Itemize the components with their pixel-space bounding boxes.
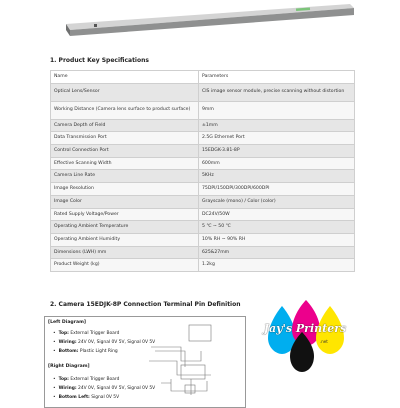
spec-value-cell: Grayscale (mono) / Color (color) xyxy=(199,195,355,208)
table-header-row xyxy=(51,71,355,84)
spec-name-cell: Data Transmission Port xyxy=(51,132,199,145)
table-row xyxy=(51,195,355,208)
table-row xyxy=(51,170,355,183)
list-item: • Top: External Trigger Board xyxy=(53,375,155,384)
spec-name-cell: Image Color xyxy=(51,195,199,208)
table-row xyxy=(51,221,355,234)
spec-name-cell: Effective Scanning Width xyxy=(51,157,199,170)
spec-name-cell: Product Weight (kg) xyxy=(51,259,199,272)
list-item: • Bottom: Plastic Light Ring xyxy=(53,347,155,356)
jays-printers-logo xyxy=(254,300,354,386)
spec-name-cell: Dimensions (LWH) mm xyxy=(51,246,199,259)
spec-name-cell: Control Connection Port xyxy=(51,145,199,158)
right-diagram-label: [Right Diagram] xyxy=(48,364,90,369)
list-item: • Wiring: 24V 0V, Signal 0V 5V, Signal 0V 5V xyxy=(53,338,155,347)
spec-value-cell: 2.5G Ethernet Port xyxy=(199,132,355,145)
pin-diagram xyxy=(44,316,246,408)
spec-name-cell: Optical Lens/Sensor xyxy=(51,83,199,101)
spec-value-cell: 5KHz xyxy=(199,170,355,183)
list-item: • Top: External Trigger Board xyxy=(53,329,155,338)
spec-name-cell: Camera Depth of Field xyxy=(51,119,199,132)
spec-value-cell: DC24V/50W xyxy=(199,208,355,221)
spec-name-cell: Camera Line Rate xyxy=(51,170,199,183)
spec-value-cell: 1.2kg xyxy=(199,259,355,272)
spec-value-cell: ±1mm xyxy=(199,119,355,132)
spec-name-cell: Working Distance (Camera lens surface to product surface) xyxy=(51,101,199,119)
table-row xyxy=(51,183,355,196)
table-row xyxy=(51,119,355,132)
section-title-specs: 1. Product Key Specifications xyxy=(50,57,149,64)
table-row xyxy=(51,246,355,259)
spec-name-cell: Rated Supply Voltage/Power xyxy=(51,208,199,221)
spec-value-cell: Parameters xyxy=(199,71,355,84)
spec-value-cell: 9mm xyxy=(199,101,355,119)
product-image xyxy=(58,2,358,36)
spec-value-cell: 5 ℃ ~ 50 ℃ xyxy=(199,221,355,234)
logo-suffix: .net xyxy=(320,339,328,344)
spec-value-cell: 75DPI/150DPI/300DPI/600DPI xyxy=(199,183,355,196)
table-row xyxy=(51,208,355,221)
table-row xyxy=(51,157,355,170)
spec-name-cell: Image Resolution xyxy=(51,183,199,196)
wiring-diagram xyxy=(141,321,241,405)
spec-table xyxy=(50,70,355,272)
right-diagram-list xyxy=(53,375,155,402)
spec-value-cell: 15EDGK-3.81-8P xyxy=(199,145,355,158)
spec-name-cell: Operating Ambient Humidity xyxy=(51,233,199,246)
list-item: • Wiring: 24V 0V, Signal 0V 5V, Signal 0V 5V xyxy=(53,384,155,393)
spec-value-cell: 625&27mm xyxy=(199,246,355,259)
table-row xyxy=(51,101,355,119)
spec-value-cell: 600mm xyxy=(199,157,355,170)
logo-text: Jay's Printers xyxy=(263,322,347,335)
spec-value-cell: 10% RH ~ 90% RH xyxy=(199,233,355,246)
left-diagram-list xyxy=(53,329,155,356)
table-row xyxy=(51,145,355,158)
spec-value-cell: CIS image sensor module, precise scanning without distortion xyxy=(199,83,355,101)
table-row xyxy=(51,83,355,101)
spec-name-cell: Name xyxy=(51,71,199,84)
list-item: • Bottom Left: Signal 0V 5V xyxy=(53,393,155,402)
left-diagram-label: [Left Diagram] xyxy=(48,320,86,325)
table-row xyxy=(51,132,355,145)
table-row xyxy=(51,233,355,246)
table-row xyxy=(51,259,355,272)
spec-name-cell: Operating Ambient Temperature xyxy=(51,221,199,234)
section-title-pin-definition: 2. Camera 15EDJK-8P Connection Terminal Pin Definition xyxy=(50,301,241,308)
